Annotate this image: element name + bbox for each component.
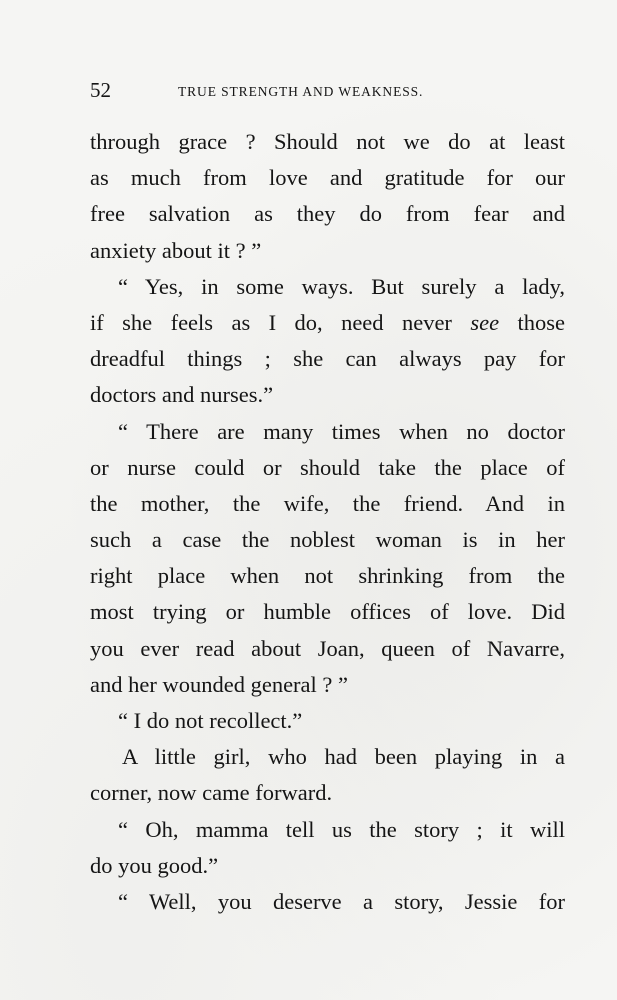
running-title: TRUE STRENGTH AND WEAKNESS. [178, 84, 424, 99]
body-text [90, 124, 565, 920]
text-line: A little girl, who had been playing in a [122, 744, 565, 770]
emphasized-word: see [470, 309, 500, 335]
text-line: “ There are many times when no doctor [118, 418, 565, 444]
text-line: and her wounded general ? ” [90, 671, 349, 697]
text-line: through grace ? Should not we do at least [90, 129, 565, 154]
text-line: you ever read about Joan, queen of Navarre, [90, 635, 565, 661]
text-line: “ I do not recollect.” [118, 708, 303, 733]
text-line: most trying or humble offices of love. Did [90, 599, 565, 625]
text-line-part: those [517, 309, 566, 335]
text-line: the mother, the wife, the friend. And in [90, 490, 565, 516]
text-line: such a case the noblest woman is in her [90, 527, 565, 553]
text-line: corner, now came forward. [90, 780, 333, 806]
text-line: doctors and nurses.” [90, 382, 274, 408]
text-line: do you good.” [90, 852, 219, 878]
text-line: right place when not shrinking from the [90, 563, 565, 589]
text-line: or nurse could or should take the place of [90, 454, 565, 480]
page-number: 52 [90, 78, 111, 102]
text-line: “ Well, you deserve a story, Jessie for [118, 888, 565, 914]
text-line-part: if she feels as I do, need never [90, 309, 452, 335]
text-line: “ Yes, in some ways. But surely a lady, [118, 273, 565, 299]
text-line: free salvation as they do from fear and [90, 201, 565, 227]
text-line-with-emphasis [90, 305, 565, 341]
text-line: anxiety about it ? ” [90, 237, 262, 263]
text-line: “ Oh, mamma tell us the story ; it will [118, 816, 565, 842]
text-line: as much from love and gratitude for our [90, 165, 565, 191]
running-head [90, 78, 575, 102]
text-line: dreadful things ; she can always pay for [90, 346, 565, 372]
